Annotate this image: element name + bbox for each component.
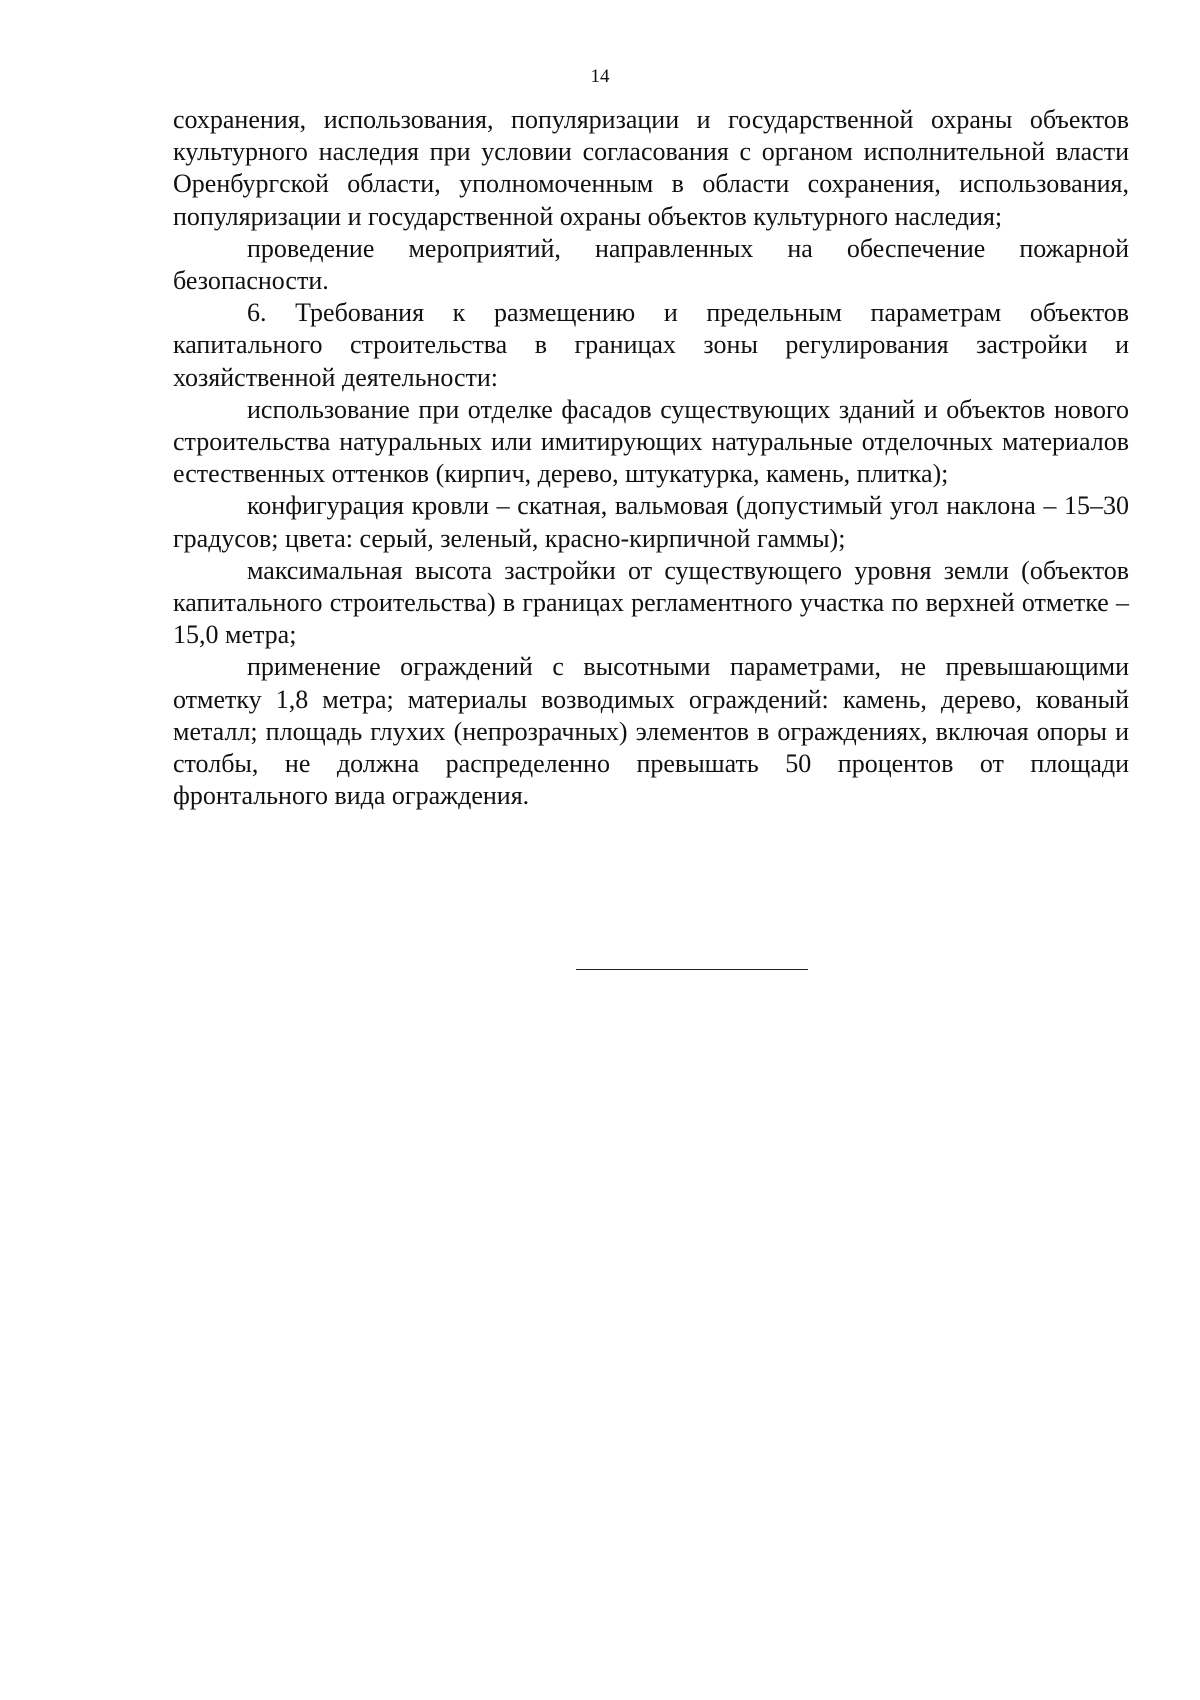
paragraph-fire-safety: проведение мероприятий, направленных на обеспечение пожарной безопасности. (173, 233, 1129, 296)
paragraph-max-height: максимальная высота застройки от существующего уровня земли (объектов капитального строительства) в границах регламентного участка по верхней отметке – 15,0 метра; (173, 555, 1129, 650)
paragraph-facade-materials: использование при отделке фасадов существующих зданий и объектов нового строительства натуральных или имитирующих натуральные отделочных материалов естественных оттенков (кирпич, дерево, штукатурка, камень, плитка); (173, 394, 1129, 489)
closing-divider (576, 969, 808, 970)
paragraph-roof-configuration: конфигурация кровли – скатная, вальмовая (допустимый угол наклона – 15–30 градусов; цвета: серый, зеленый, красно-кирпичной гаммы); (173, 491, 1129, 553)
paragraph-continuation: сохранения, использования, популяризации и государственной охраны объектов культурного наследия при условии согласования с органом исполнительной власти Оренбургской области, уполномоченным в области сохранения, использования, популяризации и государственной охраны объектов культурного наследия; (173, 105, 1129, 231)
paragraph-section-6-heading: 6. Требования к размещению и предельным параметрам объектов капитального строительства в границах зоны регулирования застройки и хозяйственной деятельности: (173, 298, 1129, 392)
document-body (173, 104, 1129, 812)
page-number: 14 (590, 66, 610, 87)
paragraph-fences: применение ограждений с высотными параметрами, не превышающими отметку 1,8 метра; материалы возводимых ограждений: камень, дерево, кованый металл; площадь глухих (непрозрачных) элементов в ограждениях, включая опоры и столбы, не должна распределенно превышать 50 процентов от площади фронтального вида ограждения. (173, 652, 1129, 811)
